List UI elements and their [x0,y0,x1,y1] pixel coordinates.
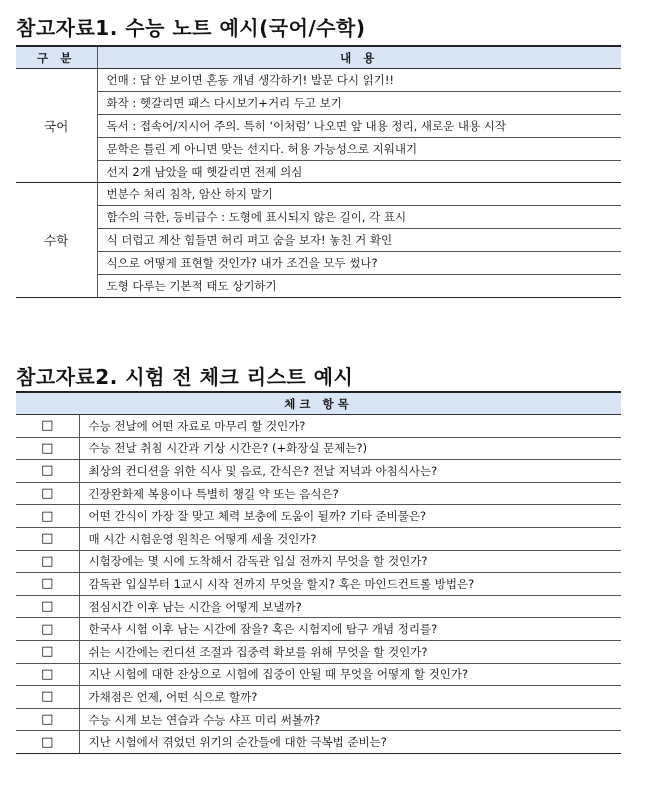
category-math: 수학 [16,183,97,297]
checklist-row [16,708,621,731]
section1-title: 참고자료1. 수능 노트 예시(국어/수학) [16,16,366,40]
checkbox[interactable]: □ [16,415,79,438]
checklist-item: 감독관 입실부터 1교시 시작 전까지 무엇을 할지? 혹은 마인드컨트롤 방법은? [79,573,621,596]
table-row [16,160,621,183]
checklist-item: 긴장완화제 복용이나 특별히 챙길 약 또는 음식은? [79,482,621,505]
note-item: 함수의 극한, 등비급수 : 도형에 표시되지 않은 길이, 각 표시 [97,206,621,229]
checklist-row [16,573,621,596]
checklist-item: 가채점은 언제, 어떤 식으로 할까? [79,686,621,709]
checkbox[interactable]: □ [16,618,79,641]
checklist-row [16,505,621,528]
checklist-row [16,550,621,573]
checklist-row [16,731,621,754]
checkbox[interactable]: □ [16,482,79,505]
checkbox[interactable]: □ [16,640,79,663]
checklist-item: 매 시간 시험운영 원칙은 어떻게 세울 것인가? [79,527,621,550]
checkbox[interactable]: □ [16,460,79,483]
table-row [16,229,621,252]
section2-title: 참고자료2. 시험 전 체크 리스트 예시 [16,365,354,389]
checklist-item: 시험장에는 몇 시에 도착해서 감독관 입실 전까지 무엇을 할 것인가? [79,550,621,573]
category-korean: 국어 [16,69,97,183]
checkbox[interactable]: □ [16,663,79,686]
checklist-row [16,595,621,618]
checkbox[interactable]: □ [16,437,79,460]
checklist-row [16,460,621,483]
checkbox[interactable]: □ [16,595,79,618]
note-item: 번분수 처리 침착, 암산 하지 말기 [97,183,621,206]
checkbox[interactable]: □ [16,550,79,573]
checklist-row [16,437,621,460]
table-row [16,114,621,137]
checkbox[interactable]: □ [16,731,79,754]
checklist-item: 쉬는 시간에는 컨디션 조절과 집중력 확보를 위해 무엇을 할 것인가? [79,640,621,663]
table-row [16,183,621,206]
checkbox[interactable]: □ [16,573,79,596]
checklist-item: 한국사 시험 이후 남는 시간에 잠을? 혹은 시험지에 탐구 개념 정리를? [79,618,621,641]
checklist-item: 최상의 컨디션을 위한 식사 및 음료, 간식은? 전날 저녁과 아침식사는? [79,460,621,483]
note-item: 화작 : 헷갈리면 패스 다시보기+거리 두고 보기 [97,91,621,114]
checkbox[interactable]: □ [16,708,79,731]
note-item: 독서 : 접속어/지시어 주의. 특히 ‘이처럼’ 나오면 앞 내용 정리, 새로운 내용 시작 [97,114,621,137]
table-header-row [16,46,621,69]
checklist-header: 체크 항목 [16,392,621,415]
note-item: 식으로 어떻게 표현할 것인가? 내가 조건을 모두 썼나? [97,252,621,275]
checklist-item: 지난 시험에 대한 잔상으로 시험에 집중이 안될 때 무엇을 어떻게 할 것인가? [79,663,621,686]
checklist-item: 수능 전날에 어떤 자료로 마무리 할 것인가? [79,415,621,438]
checkbox[interactable]: □ [16,527,79,550]
table-row [16,206,621,229]
study-note-table [16,45,621,298]
checkbox[interactable]: □ [16,505,79,528]
table-row [16,69,621,92]
checklist-row [16,527,621,550]
content-header: 내 용 [97,46,621,69]
note-item: 도형 다루는 기본적 태도 상기하기 [97,275,621,298]
checklist-item: 수능 전날 취침 시간과 기상 시간은? (+화장실 문제는?) [79,437,621,460]
checklist-row [16,686,621,709]
checklist-row [16,482,621,505]
checklist-item: 어떤 간식이 가장 잘 맞고 체력 보충에 도움이 될까? 기타 준비물은? [79,505,621,528]
checklist-row [16,415,621,438]
note-item: 식 더럽고 계산 힘들면 허리 펴고 숨을 보자! 놓친 거 확인 [97,229,621,252]
checklist-row [16,640,621,663]
checklist-item: 수능 시계 보는 연습과 수능 샤프 미리 써볼까? [79,708,621,731]
category-header: 구 분 [16,46,97,69]
checklist-item: 점심시간 이후 남는 시간을 어떻게 보낼까? [79,595,621,618]
checklist-item: 지난 시험에서 겪었던 위기의 순간들에 대한 극복법 준비는? [79,731,621,754]
table-row [16,91,621,114]
checklist-row [16,663,621,686]
table-row [16,137,621,160]
checklist-row [16,618,621,641]
checkbox[interactable]: □ [16,686,79,709]
note-item: 언매 : 답 안 보이면 혼동 개념 생각하기! 발문 다시 읽기!! [97,69,621,92]
note-item: 선지 2개 남았을 때 헷갈리면 전제 의심 [97,160,621,183]
note-item: 문학은 틀린 게 아니면 맞는 선지다. 허용 가능성으로 지워내기 [97,137,621,160]
table-row [16,275,621,298]
table-row [16,252,621,275]
checklist-table [16,391,621,754]
table-header-row [16,392,621,415]
